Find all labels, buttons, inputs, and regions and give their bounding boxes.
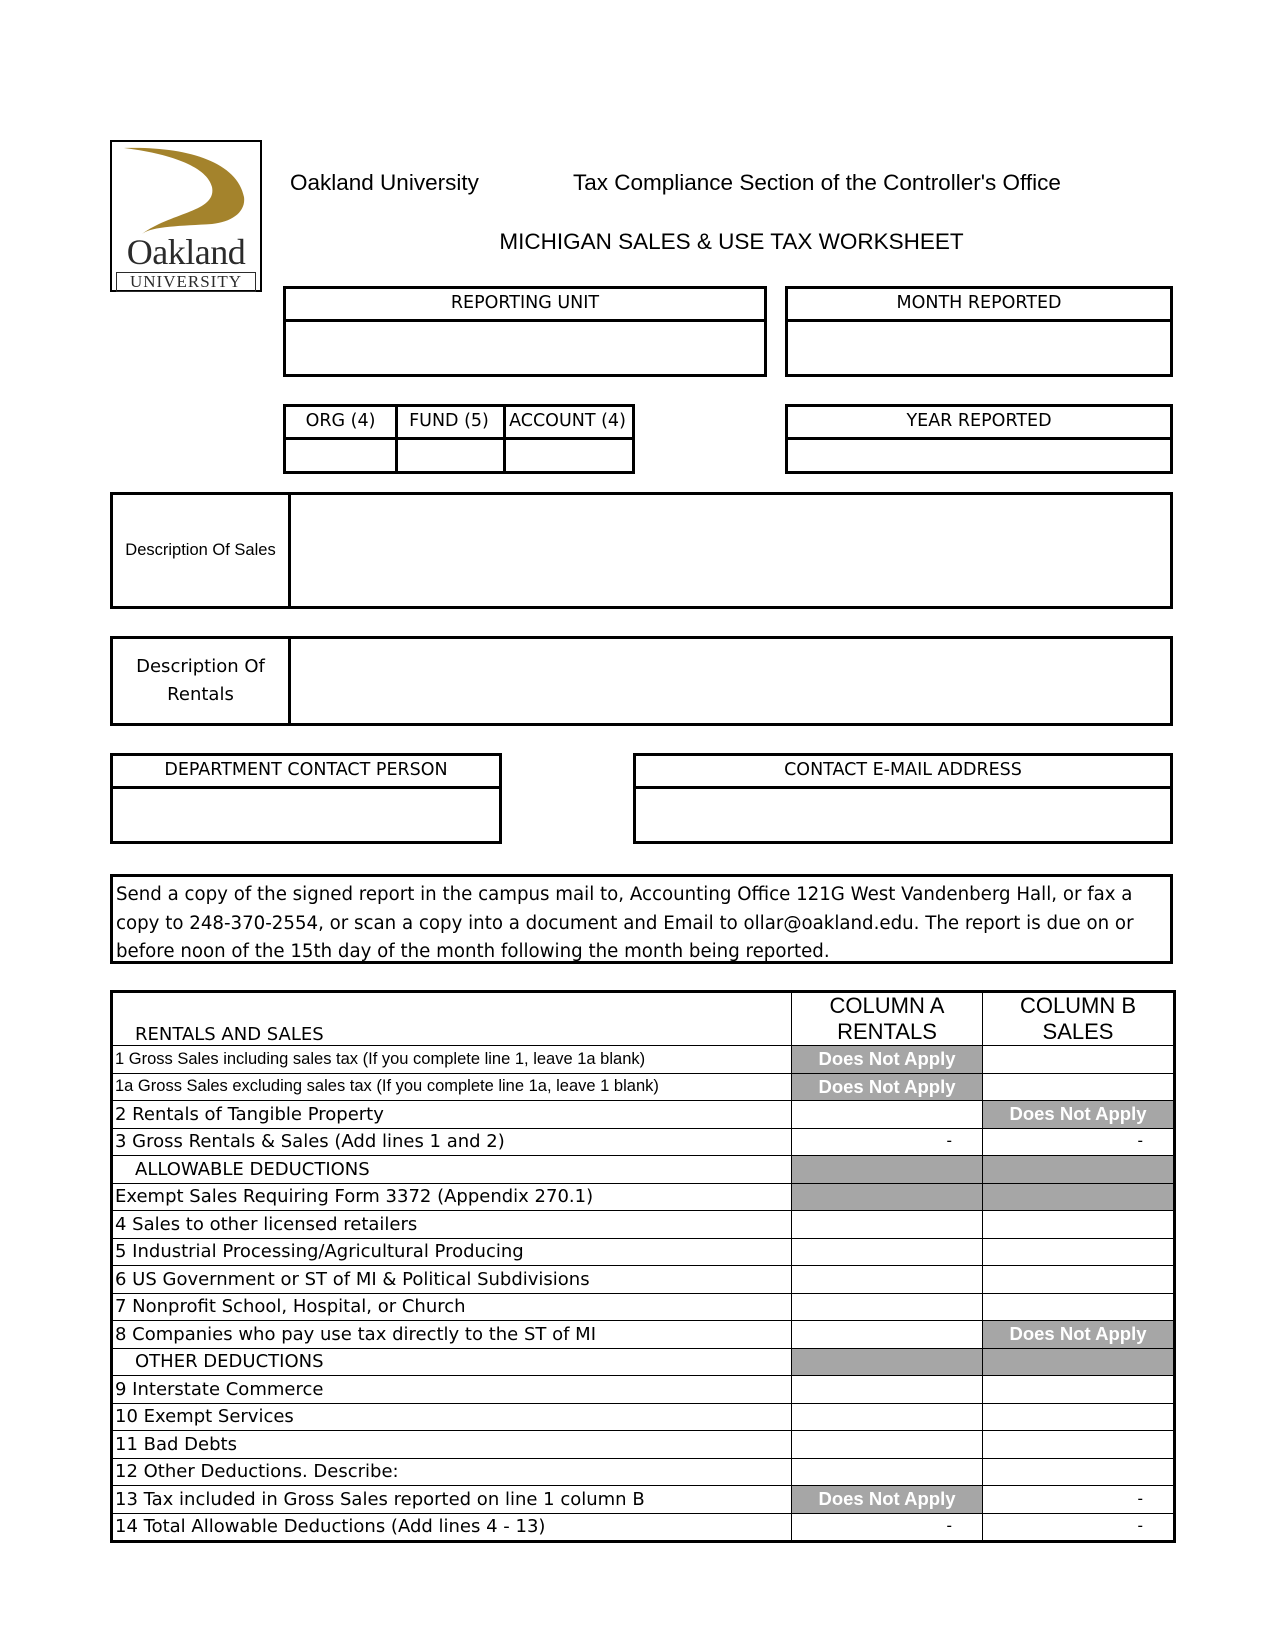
table-row bbox=[112, 1458, 1175, 1486]
column-a-cell: Does Not Apply bbox=[792, 1486, 983, 1514]
table-row bbox=[112, 1183, 1175, 1211]
table-row bbox=[112, 1073, 1175, 1101]
column-b-title: COLUMN B bbox=[1019, 993, 1137, 1018]
contact-email-label: CONTACT E-MAIL ADDRESS bbox=[636, 756, 1170, 789]
row-label: 13 Tax included in Gross Sales reported on line 1 column B bbox=[112, 1486, 792, 1514]
row-label: 10 Exempt Services bbox=[112, 1403, 792, 1431]
row-label: 1 Gross Sales including sales tax (If you complete line 1, leave 1a blank) bbox=[112, 1046, 792, 1074]
reporting-unit-field[interactable] bbox=[283, 286, 767, 377]
year-reported-field[interactable] bbox=[785, 404, 1173, 474]
year-reported-label: YEAR REPORTED bbox=[788, 407, 1170, 440]
column-a-cell: - bbox=[792, 1513, 983, 1542]
column-b-cell[interactable] bbox=[983, 1073, 1175, 1101]
column-a-cell[interactable] bbox=[792, 1431, 983, 1459]
table-row bbox=[112, 1101, 1175, 1129]
row-label: OTHER DEDUCTIONS bbox=[112, 1348, 792, 1376]
row-label: 4 Sales to other licensed retailers bbox=[112, 1211, 792, 1239]
row-label: 14 Total Allowable Deductions (Add lines 4 - 13) bbox=[112, 1513, 792, 1542]
table-row bbox=[112, 1486, 1175, 1514]
description-of-rentals-label-cell bbox=[113, 639, 291, 723]
column-a-cell[interactable] bbox=[792, 1376, 983, 1404]
column-b-cell: - bbox=[983, 1513, 1175, 1542]
row-label: 6 US Government or ST of MI & Political Subdivisions bbox=[112, 1266, 792, 1294]
tax-worksheet-table bbox=[110, 990, 1176, 1543]
table-row bbox=[112, 1046, 1175, 1074]
description-of-rentals-label: Description Of Rentals bbox=[136, 656, 265, 705]
column-a-cell[interactable] bbox=[792, 1321, 983, 1349]
oakland-university-logo bbox=[110, 140, 262, 292]
submission-instructions: Send a copy of the signed report in the campus mail to, Accounting Office 121G West Vandenberg Hall, or fax a copy to 248-370-2554, or scan a copy into a document and Email to ollar@oakland.edu. The report is due on or before noon of the 15th day of the month following the month being reported. bbox=[110, 874, 1173, 964]
column-b-cell bbox=[983, 1348, 1175, 1376]
column-a-cell[interactable] bbox=[792, 1266, 983, 1294]
row-label: 11 Bad Debts bbox=[112, 1431, 792, 1459]
sail-emblem-icon bbox=[112, 142, 260, 234]
row-label: 1a Gross Sales excluding sales tax (If you complete line 1a, leave 1 blank) bbox=[112, 1073, 792, 1101]
column-b-cell[interactable] bbox=[983, 1266, 1175, 1294]
column-a-cell bbox=[792, 1348, 983, 1376]
row-label: 12 Other Deductions. Describe: bbox=[112, 1458, 792, 1486]
table-header-row bbox=[112, 992, 1175, 1046]
column-a-subtitle: RENTALS bbox=[837, 1019, 937, 1044]
org-code-field[interactable] bbox=[286, 407, 398, 471]
rentals-and-sales-header: RENTALS AND SALES bbox=[112, 992, 792, 1046]
contact-email-field[interactable] bbox=[633, 753, 1173, 844]
column-b-cell[interactable] bbox=[983, 1376, 1175, 1404]
column-a-cell[interactable] bbox=[792, 1211, 983, 1239]
logo-wordmark: Oakland bbox=[126, 232, 246, 272]
description-of-sales-label-cell bbox=[113, 495, 291, 606]
row-label: 5 Industrial Processing/Agricultural Producing bbox=[112, 1238, 792, 1266]
column-a-cell[interactable] bbox=[792, 1238, 983, 1266]
page-title-text: MICHIGAN SALES & USE TAX WORKSHEET bbox=[499, 229, 964, 254]
row-label: 9 Interstate Commerce bbox=[112, 1376, 792, 1404]
table-row bbox=[112, 1156, 1175, 1184]
table-row bbox=[112, 1403, 1175, 1431]
column-b-cell[interactable] bbox=[983, 1238, 1175, 1266]
column-a-title: COLUMN A bbox=[829, 993, 945, 1018]
column-b-cell[interactable] bbox=[983, 1211, 1175, 1239]
fund-code-label: FUND (5) bbox=[395, 407, 503, 440]
table-row bbox=[112, 1321, 1175, 1349]
column-b-cell[interactable] bbox=[983, 1458, 1175, 1486]
description-of-sales-field[interactable] bbox=[110, 492, 1173, 609]
table-row bbox=[112, 1293, 1175, 1321]
description-of-rentals-field[interactable] bbox=[110, 636, 1173, 726]
page-title bbox=[0, 229, 1275, 255]
column-a-cell[interactable] bbox=[792, 1403, 983, 1431]
column-a-cell bbox=[792, 1183, 983, 1211]
column-a-header bbox=[792, 992, 983, 1046]
month-reported-label: MONTH REPORTED bbox=[788, 289, 1170, 322]
description-of-sales-label: Description Of Sales bbox=[125, 541, 276, 559]
table-row bbox=[112, 1513, 1175, 1542]
logo-university-label: UNIVERSITY bbox=[116, 272, 256, 292]
org-code-label: ORG (4) bbox=[286, 407, 395, 440]
column-a-cell[interactable] bbox=[792, 1101, 983, 1129]
office-name: Tax Compliance Section of the Controller's Office bbox=[573, 170, 1061, 195]
table-row bbox=[112, 1266, 1175, 1294]
row-label: 7 Nonprofit School, Hospital, or Church bbox=[112, 1293, 792, 1321]
organization-name: Oakland University bbox=[290, 170, 479, 195]
column-a-cell: - bbox=[792, 1128, 983, 1156]
column-b-cell[interactable] bbox=[983, 1403, 1175, 1431]
row-label: 2 Rentals of Tangible Property bbox=[112, 1101, 792, 1129]
row-label: 3 Gross Rentals & Sales (Add lines 1 and 2) bbox=[112, 1128, 792, 1156]
column-b-cell bbox=[983, 1156, 1175, 1184]
account-code-label: ACCOUNT (4) bbox=[503, 407, 632, 440]
account-code-field[interactable] bbox=[503, 407, 632, 471]
month-reported-field[interactable] bbox=[785, 286, 1173, 377]
column-a-cell[interactable] bbox=[792, 1293, 983, 1321]
column-b-header bbox=[983, 992, 1175, 1046]
contact-person-label: DEPARTMENT CONTACT PERSON bbox=[113, 756, 499, 789]
row-label: 8 Companies who pay use tax directly to the ST of MI bbox=[112, 1321, 792, 1349]
account-codes-group bbox=[283, 404, 635, 474]
column-b-subtitle: SALES bbox=[1042, 1019, 1114, 1044]
table-row bbox=[112, 1348, 1175, 1376]
column-b-cell: - bbox=[983, 1486, 1175, 1514]
column-a-cell: Does Not Apply bbox=[792, 1073, 983, 1101]
reporting-unit-label: REPORTING UNIT bbox=[286, 289, 764, 322]
table-row bbox=[112, 1376, 1175, 1404]
table-row bbox=[112, 1211, 1175, 1239]
contact-person-field[interactable] bbox=[110, 753, 502, 844]
column-a-cell: Does Not Apply bbox=[792, 1046, 983, 1074]
fund-code-field[interactable] bbox=[395, 407, 506, 471]
table-row bbox=[112, 1431, 1175, 1459]
column-b-cell[interactable] bbox=[983, 1431, 1175, 1459]
column-b-cell bbox=[983, 1183, 1175, 1211]
column-a-cell bbox=[792, 1156, 983, 1184]
column-b-cell: - bbox=[983, 1128, 1175, 1156]
column-b-cell[interactable] bbox=[983, 1046, 1175, 1074]
table-row bbox=[112, 1238, 1175, 1266]
row-label: Exempt Sales Requiring Form 3372 (Appendix 270.1) bbox=[112, 1183, 792, 1211]
table-row bbox=[112, 1128, 1175, 1156]
column-b-cell[interactable] bbox=[983, 1293, 1175, 1321]
column-a-cell[interactable] bbox=[792, 1458, 983, 1486]
row-label: ALLOWABLE DEDUCTIONS bbox=[112, 1156, 792, 1184]
column-b-cell: Does Not Apply bbox=[983, 1321, 1175, 1349]
column-b-cell: Does Not Apply bbox=[983, 1101, 1175, 1129]
